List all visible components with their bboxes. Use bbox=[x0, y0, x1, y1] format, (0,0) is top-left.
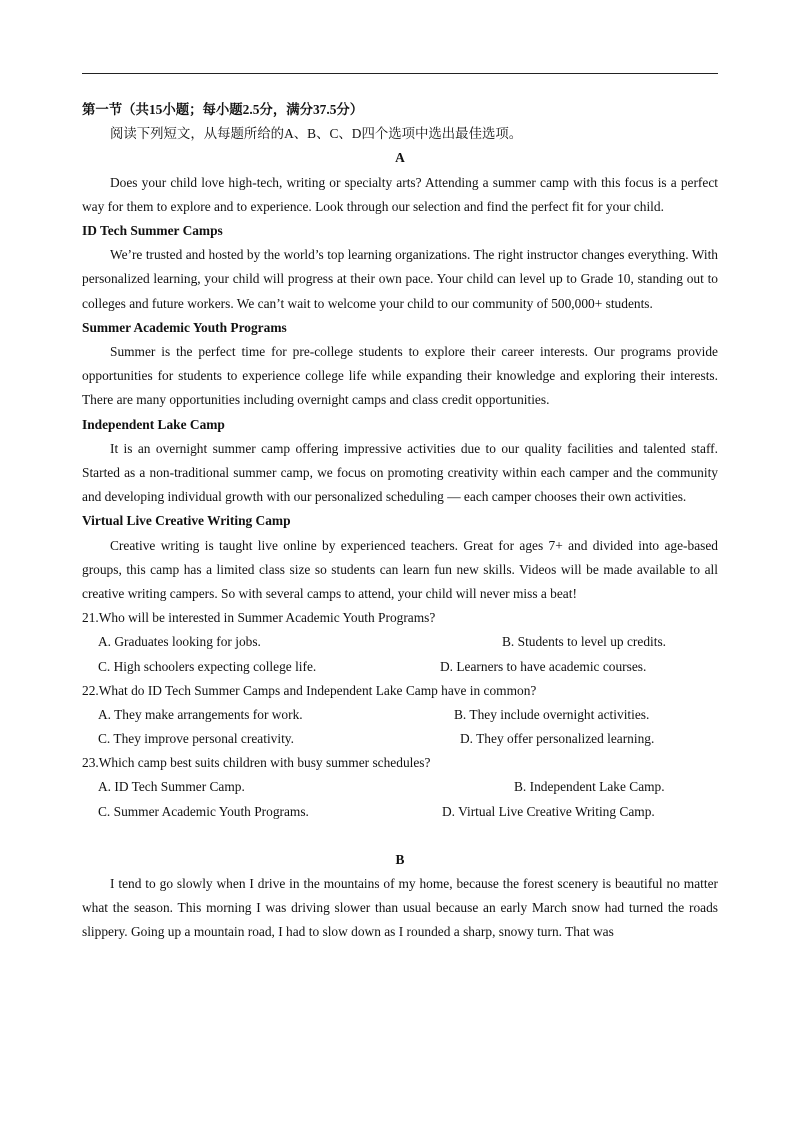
question-22-option-d: D. They offer personalized learning. bbox=[460, 731, 655, 747]
question-23-option-a: A. ID Tech Summer Camp. bbox=[98, 779, 245, 795]
section-title-academic-youth: Summer Academic Youth Programs bbox=[82, 319, 287, 335]
question-22-options-row-1 bbox=[82, 703, 718, 727]
section-title-writing-camp: Virtual Live Creative Writing Camp bbox=[82, 513, 291, 529]
header-rule bbox=[82, 73, 718, 74]
section-text-lake-camp: It is an overnight summer camp offering impressive activities due to our quality facilities and talented staff. Started as a non-traditional summer camp, we focus on promoting creativity within each camper and the community and developing individual growth with our personalized scheduling — each camper chooses their own activities. bbox=[82, 440, 718, 505]
passage-a-intro: Does your child love high-tech, writing or specialty arts? Attending a summer camp with this focus is a perfect way for them to explore and to experience. Look through our selection and find the perfect fit for your child. bbox=[82, 174, 718, 214]
question-23-option-d: D. Virtual Live Creative Writing Camp. bbox=[442, 803, 655, 819]
question-21-options-row-2 bbox=[82, 655, 718, 679]
question-21-option-d: D. Learners to have academic courses. bbox=[440, 658, 647, 674]
question-21-option-a: A. Graduates looking for jobs. bbox=[98, 634, 261, 650]
exam-page bbox=[82, 98, 718, 945]
question-21-options-row-1 bbox=[82, 630, 718, 654]
section-text-writing-camp: Creative writing is taught live online by experienced teachers. Great for ages 7+ and divided into age-based groups, this camp has a limited class size so students can learn fun new skills. Videos will be made available to all creative writing campers. So with several camps to attend, your child will never miss a beat! bbox=[82, 537, 718, 601]
section-title-id-tech: ID Tech Summer Camps bbox=[82, 222, 223, 238]
question-22-option-a: A. They make arrangements for work. bbox=[98, 706, 303, 722]
question-21-option-c: C. High schoolers expecting college life. bbox=[98, 658, 317, 674]
question-22-stem: 22.What do ID Tech Summer Camps and Independent Lake Camp have in common? bbox=[82, 682, 537, 698]
question-22-options-row-2 bbox=[82, 727, 718, 751]
question-23-options-row-2 bbox=[82, 800, 718, 824]
question-21-stem: 21.Who will be interested in Summer Academic Youth Programs? bbox=[82, 610, 436, 626]
question-23-stem: 23.Which camp best suits children with busy summer schedules? bbox=[82, 755, 431, 771]
spacer bbox=[82, 824, 718, 848]
question-23-option-b: B. Independent Lake Camp. bbox=[514, 779, 665, 795]
question-21-option-b: B. Students to level up credits. bbox=[502, 634, 667, 650]
question-22-option-b: B. They include overnight activities. bbox=[454, 706, 650, 722]
section-text-academic-youth: Summer is the perfect time for pre-college students to explore their career interests. Our programs provide opportunities for students to experience college life while expanding their knowledge and exploring their interests. There are many opportunities including overnight camps and class credit opportunities. bbox=[82, 343, 718, 408]
section-title-lake-camp: Independent Lake Camp bbox=[82, 416, 225, 432]
section-heading: 第一节（共15小题；每小题2.5分，满分37.5分） bbox=[82, 102, 364, 117]
instructions: 阅读下列短文，从每题所给的A、B、C、D四个选项中选出最佳选项。 bbox=[110, 126, 523, 142]
question-22-option-c: C. They improve personal creativity. bbox=[98, 731, 294, 747]
question-23-options-row-1 bbox=[82, 775, 718, 799]
passage-a-label: A bbox=[395, 150, 405, 166]
section-text-id-tech: We’re trusted and hosted by the world’s top learning organizations. The right instructor changes everything. With personalized learning, your child will progress at their own pace. Your child can level up to Grade 10, standing out to colleges and future workers. We can’t wait to welcome your child to our community of 500,000+ students. bbox=[82, 247, 718, 311]
question-23-option-c: C. Summer Academic Youth Programs. bbox=[98, 803, 309, 819]
passage-b-text: I tend to go slowly when I drive in the mountains of my home, because the forest scenery is beautiful no matter what the season. This morning I was driving slower than usual because an early March snow had turned the roads slippery. Going up a mountain road, I had to slow down as I rounded a sharp, snowy turn. That was bbox=[82, 876, 718, 940]
passage-b-label: B bbox=[395, 851, 405, 867]
